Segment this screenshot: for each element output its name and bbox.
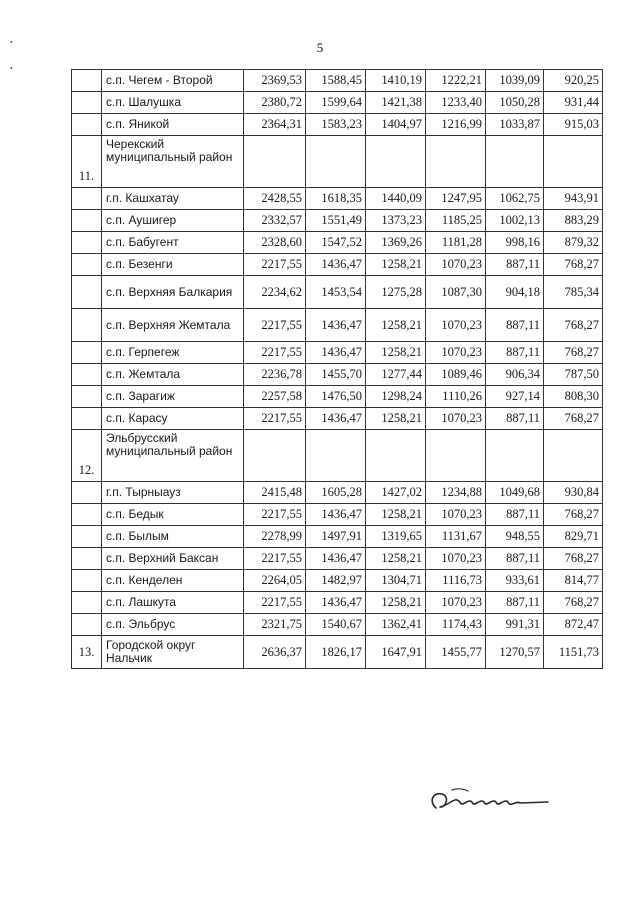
- settlement-name: с.п. Карасу: [102, 408, 244, 430]
- value-cell: 1551,49: [306, 210, 366, 232]
- value-cell: 768,27: [544, 342, 603, 364]
- value-cell: 2428,55: [244, 188, 306, 210]
- value-cell: 1258,21: [366, 504, 426, 526]
- margin-mark: •: [10, 38, 13, 47]
- value-cell: 1436,47: [306, 504, 366, 526]
- table-row: [72, 592, 603, 614]
- value-cell: 915,03: [544, 114, 603, 136]
- value-cell: 1588,45: [306, 70, 366, 92]
- margin-mark: •: [10, 64, 13, 73]
- value-cell: 887,11: [486, 548, 544, 570]
- table-row: [72, 548, 603, 570]
- row-number: [72, 70, 102, 92]
- settlement-name: с.п. Герпегеж: [102, 342, 244, 364]
- value-cell: 2328,60: [244, 232, 306, 254]
- value-cell: 1277,44: [366, 364, 426, 386]
- value-cell: 814,77: [544, 570, 603, 592]
- settlement-name: с.п. Чегем - Второй: [102, 70, 244, 92]
- table-row: [72, 636, 603, 669]
- settlement-name: с.п. Былым: [102, 526, 244, 548]
- value-cell: 1304,71: [366, 570, 426, 592]
- value-cell: 1275,28: [366, 276, 426, 309]
- value-cell: 906,34: [486, 364, 544, 386]
- table-row: [72, 92, 603, 114]
- value-cell: 1455,77: [426, 636, 486, 669]
- value-cell: 1039,09: [486, 70, 544, 92]
- value-cell: 2278,99: [244, 526, 306, 548]
- value-cell: 931,44: [544, 92, 603, 114]
- value-cell: 1826,17: [306, 636, 366, 669]
- value-cell: 1440,09: [366, 188, 426, 210]
- settlement-name: с.п. Эльбрус: [102, 614, 244, 636]
- value-cell: 943,91: [544, 188, 603, 210]
- value-cell: 1049,68: [486, 482, 544, 504]
- table-row: [72, 114, 603, 136]
- value-cell: 1369,26: [366, 232, 426, 254]
- table-row: [72, 254, 603, 276]
- value-cell: [426, 430, 486, 482]
- district-name: Эльбрусский муниципальный район: [102, 430, 244, 482]
- settlement-name: с.п. Жемтала: [102, 364, 244, 386]
- value-cell: 1455,70: [306, 364, 366, 386]
- value-cell: 1583,23: [306, 114, 366, 136]
- value-cell: 1647,91: [366, 636, 426, 669]
- row-number: [72, 114, 102, 136]
- value-cell: [366, 430, 426, 482]
- settlement-name: с.п. Аушигер: [102, 210, 244, 232]
- value-cell: 2332,57: [244, 210, 306, 232]
- table-row: [72, 570, 603, 592]
- value-cell: 785,34: [544, 276, 603, 309]
- row-number: [72, 364, 102, 386]
- value-cell: 1062,75: [486, 188, 544, 210]
- value-cell: 1436,47: [306, 309, 366, 342]
- settlement-name: с.п. Шалушка: [102, 92, 244, 114]
- value-cell: 879,32: [544, 232, 603, 254]
- value-cell: 1070,23: [426, 342, 486, 364]
- table-row: [72, 276, 603, 309]
- value-cell: 2636,37: [244, 636, 306, 669]
- value-cell: 1421,38: [366, 92, 426, 114]
- value-cell: 2415,48: [244, 482, 306, 504]
- value-cell: 829,71: [544, 526, 603, 548]
- value-cell: 887,11: [486, 504, 544, 526]
- value-cell: [486, 136, 544, 188]
- table-row: [72, 526, 603, 548]
- value-cell: 1070,23: [426, 309, 486, 342]
- value-cell: 2364,31: [244, 114, 306, 136]
- value-cell: 1362,41: [366, 614, 426, 636]
- value-cell: [544, 430, 603, 482]
- value-cell: 904,18: [486, 276, 544, 309]
- table-row: [72, 70, 603, 92]
- district-name: Черекский муниципальный район: [102, 136, 244, 188]
- row-number: [72, 210, 102, 232]
- value-cell: 1247,95: [426, 188, 486, 210]
- value-cell: 1373,23: [366, 210, 426, 232]
- value-cell: 2217,55: [244, 254, 306, 276]
- value-cell: 1410,19: [366, 70, 426, 92]
- settlement-name: с.п. Лашкута: [102, 592, 244, 614]
- table-row: [72, 309, 603, 342]
- value-cell: 1033,87: [486, 114, 544, 136]
- row-number: [72, 276, 102, 309]
- value-cell: 1181,28: [426, 232, 486, 254]
- settlement-name: с.п. Кенделен: [102, 570, 244, 592]
- value-cell: 2264,05: [244, 570, 306, 592]
- row-number: [72, 386, 102, 408]
- value-cell: [366, 136, 426, 188]
- value-cell: 1436,47: [306, 342, 366, 364]
- row-number: [72, 92, 102, 114]
- table-row: [72, 386, 603, 408]
- value-cell: 1002,13: [486, 210, 544, 232]
- value-cell: 1216,99: [426, 114, 486, 136]
- settlement-name: Городской округ Нальчик: [102, 636, 244, 669]
- value-cell: 1258,21: [366, 254, 426, 276]
- value-cell: 1482,97: [306, 570, 366, 592]
- value-cell: 2234,62: [244, 276, 306, 309]
- page-number: 5: [316, 40, 324, 55]
- value-cell: 1050,28: [486, 92, 544, 114]
- row-number: [72, 526, 102, 548]
- value-cell: 2236,78: [244, 364, 306, 386]
- settlement-name: г.п. Кашхатау: [102, 188, 244, 210]
- table-row: [72, 232, 603, 254]
- value-cell: 1070,23: [426, 592, 486, 614]
- value-cell: [426, 136, 486, 188]
- table-row: [72, 210, 603, 232]
- value-cell: 1174,43: [426, 614, 486, 636]
- value-cell: 1185,25: [426, 210, 486, 232]
- value-cell: 1436,47: [306, 548, 366, 570]
- value-cell: 2217,55: [244, 342, 306, 364]
- value-cell: [306, 430, 366, 482]
- table-row: [72, 188, 603, 210]
- value-cell: 1258,21: [366, 592, 426, 614]
- row-number: [72, 232, 102, 254]
- settlement-name: с.п. Верхняя Балкария: [102, 276, 244, 309]
- value-cell: 1258,21: [366, 408, 426, 430]
- value-cell: 920,25: [544, 70, 603, 92]
- settlement-name: с.п. Верхний Баксан: [102, 548, 244, 570]
- row-number: [72, 504, 102, 526]
- row-number: [72, 309, 102, 342]
- row-number: [72, 570, 102, 592]
- value-cell: 1436,47: [306, 592, 366, 614]
- settlement-name: с.п. Безенги: [102, 254, 244, 276]
- value-cell: 1222,21: [426, 70, 486, 92]
- value-cell: 1319,65: [366, 526, 426, 548]
- value-cell: 1427,02: [366, 482, 426, 504]
- row-number: [72, 188, 102, 210]
- value-cell: 1089,46: [426, 364, 486, 386]
- value-cell: 1436,47: [306, 408, 366, 430]
- row-number: [72, 548, 102, 570]
- value-cell: 883,29: [544, 210, 603, 232]
- value-cell: 1070,23: [426, 254, 486, 276]
- row-number: 11.: [72, 136, 102, 188]
- table-row: [72, 482, 603, 504]
- value-cell: 927,14: [486, 386, 544, 408]
- value-cell: 2217,55: [244, 504, 306, 526]
- value-cell: 1618,35: [306, 188, 366, 210]
- table-row: [72, 430, 603, 482]
- value-cell: [244, 136, 306, 188]
- row-number: 13.: [72, 636, 102, 669]
- value-cell: 2321,75: [244, 614, 306, 636]
- value-cell: 1599,64: [306, 92, 366, 114]
- row-number: [72, 254, 102, 276]
- value-cell: 1497,91: [306, 526, 366, 548]
- value-cell: 1087,30: [426, 276, 486, 309]
- settlement-name: с.п. Зарагиж: [102, 386, 244, 408]
- value-cell: 1605,28: [306, 482, 366, 504]
- value-cell: 998,16: [486, 232, 544, 254]
- value-cell: 1436,47: [306, 254, 366, 276]
- value-cell: 1540,67: [306, 614, 366, 636]
- value-cell: 2217,55: [244, 548, 306, 570]
- row-number: [72, 592, 102, 614]
- value-cell: 1233,40: [426, 92, 486, 114]
- value-cell: 1258,21: [366, 342, 426, 364]
- table-body: [72, 70, 603, 669]
- value-cell: [486, 430, 544, 482]
- value-cell: 2217,55: [244, 408, 306, 430]
- row-number: [72, 482, 102, 504]
- table-row: [72, 408, 603, 430]
- value-cell: 1404,97: [366, 114, 426, 136]
- table-row: [72, 364, 603, 386]
- value-cell: 872,47: [544, 614, 603, 636]
- settlement-name: с.п. Бабугент: [102, 232, 244, 254]
- settlement-name: с.п. Бедык: [102, 504, 244, 526]
- value-cell: 887,11: [486, 408, 544, 430]
- value-cell: 768,27: [544, 254, 603, 276]
- value-cell: 1070,23: [426, 504, 486, 526]
- value-cell: 1298,24: [366, 386, 426, 408]
- signature: [424, 780, 554, 820]
- row-number: [72, 614, 102, 636]
- value-cell: 887,11: [486, 254, 544, 276]
- table-row: [72, 342, 603, 364]
- settlement-name: г.п. Тырныауз: [102, 482, 244, 504]
- value-cell: 887,11: [486, 592, 544, 614]
- value-cell: 1110,26: [426, 386, 486, 408]
- value-cell: 2380,72: [244, 92, 306, 114]
- value-cell: 933,61: [486, 570, 544, 592]
- value-cell: 1151,73: [544, 636, 603, 669]
- value-cell: [244, 430, 306, 482]
- value-cell: 1070,23: [426, 548, 486, 570]
- value-cell: 991,31: [486, 614, 544, 636]
- value-cell: 768,27: [544, 309, 603, 342]
- settlement-name: с.п. Верхняя Жемтала: [102, 309, 244, 342]
- value-cell: 768,27: [544, 592, 603, 614]
- settlement-name: с.п. Яникой: [102, 114, 244, 136]
- value-cell: 2257,58: [244, 386, 306, 408]
- tariff-table: [71, 69, 603, 669]
- value-cell: 1547,52: [306, 232, 366, 254]
- value-cell: 2369,53: [244, 70, 306, 92]
- value-cell: 1070,23: [426, 408, 486, 430]
- value-cell: 768,27: [544, 548, 603, 570]
- value-cell: 808,30: [544, 386, 603, 408]
- value-cell: 787,50: [544, 364, 603, 386]
- value-cell: 1116,73: [426, 570, 486, 592]
- value-cell: 1453,54: [306, 276, 366, 309]
- value-cell: 1234,88: [426, 482, 486, 504]
- value-cell: 1258,21: [366, 548, 426, 570]
- value-cell: 1270,57: [486, 636, 544, 669]
- row-number: 12.: [72, 430, 102, 482]
- value-cell: 930,84: [544, 482, 603, 504]
- value-cell: 1258,21: [366, 309, 426, 342]
- value-cell: [544, 136, 603, 188]
- value-cell: 2217,55: [244, 309, 306, 342]
- table-row: [72, 504, 603, 526]
- value-cell: 768,27: [544, 408, 603, 430]
- value-cell: 887,11: [486, 309, 544, 342]
- value-cell: 1476,50: [306, 386, 366, 408]
- table-row: [72, 614, 603, 636]
- value-cell: 887,11: [486, 342, 544, 364]
- value-cell: 768,27: [544, 504, 603, 526]
- row-number: [72, 408, 102, 430]
- table-row: [72, 136, 603, 188]
- value-cell: 1131,67: [426, 526, 486, 548]
- value-cell: 948,55: [486, 526, 544, 548]
- row-number: [72, 342, 102, 364]
- value-cell: [306, 136, 366, 188]
- value-cell: 2217,55: [244, 592, 306, 614]
